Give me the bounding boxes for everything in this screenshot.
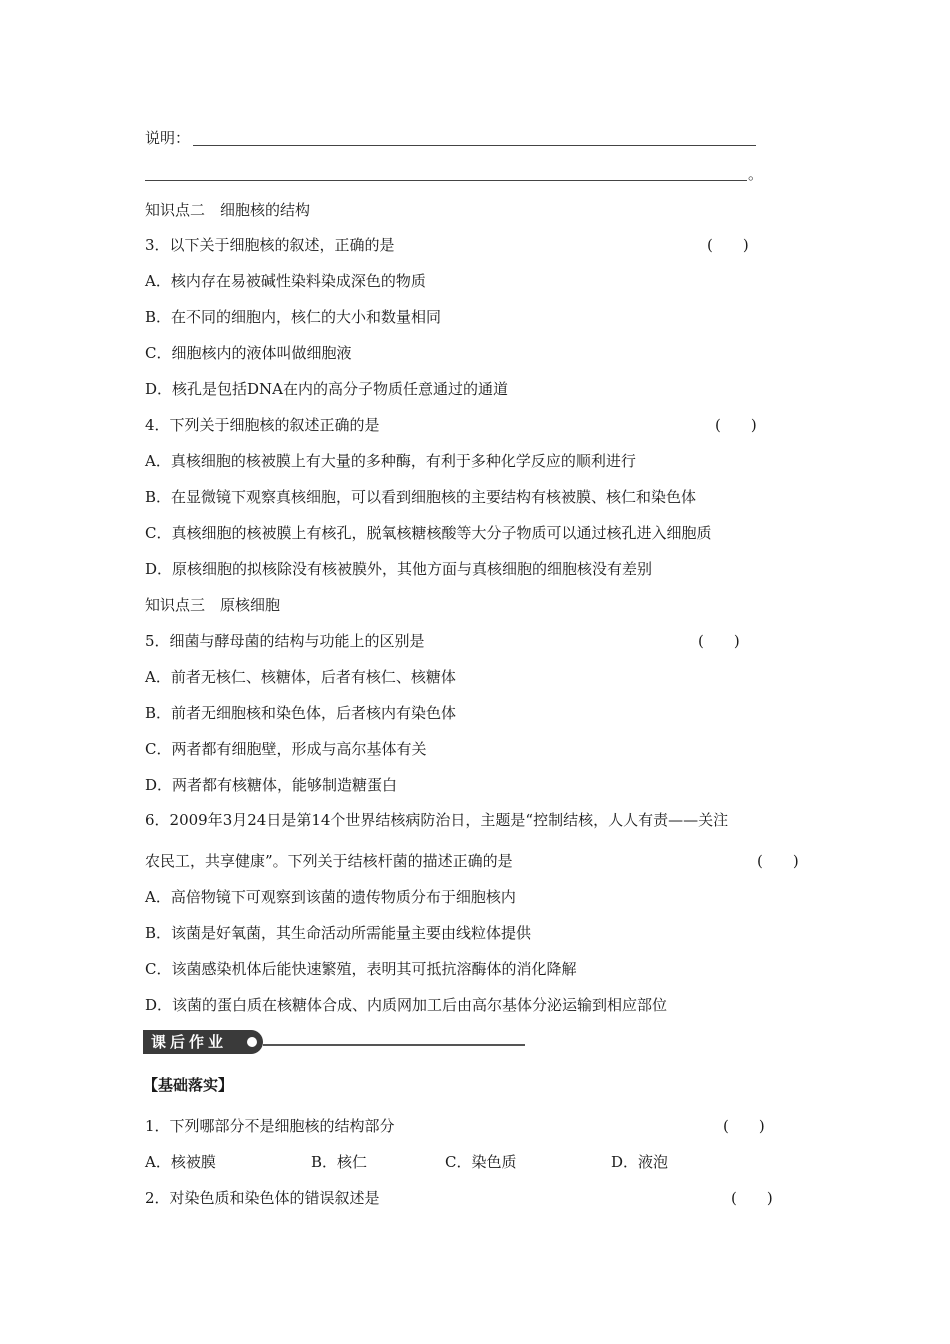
- banner-divider: [263, 1044, 525, 1046]
- hw1-answer-paren[interactable]: ( ): [723, 1117, 765, 1135]
- q3-option-d: D．核孔是包括DNA在内的高分子物质任意通过的通道: [145, 380, 509, 398]
- q3-stem: 3．以下关于细胞核的叙述，正确的是: [145, 236, 395, 254]
- q4-option-b: B．在显微镜下观察真核细胞，可以看到细胞核的主要结构有核被膜、核仁和染色体: [145, 488, 697, 506]
- q6-option-b: B．该菌是好氧菌，其生命活动所需能量主要由线粒体提供: [145, 924, 532, 942]
- banner-dot-icon: [247, 1037, 257, 1047]
- q3-option-b: B．在不同的细胞内，核仁的大小和数量相同: [145, 308, 442, 326]
- q3-option-c: C．细胞核内的液体叫做细胞液: [145, 344, 352, 362]
- q6-stem-line-2: 农民工，共享健康”。下列关于结核杆菌的描述正确的是: [145, 852, 513, 870]
- section-title-prokaryotic-cell: 知识点三 原核细胞: [145, 596, 281, 614]
- hw1-option-c: C．染色质: [445, 1153, 517, 1171]
- hw1-option-d: D．液泡: [611, 1153, 669, 1171]
- q5-option-a: A．前者无核仁、核糖体，后者有核仁、核糖体: [145, 668, 456, 686]
- answer-blank-line-2[interactable]: [145, 180, 747, 181]
- q6-option-c: C．该菌感染机体后能快速繁殖，表明其可抵抗溶酶体的消化降解: [145, 960, 577, 978]
- q6-option-a: A．高倍物镜下可观察到该菌的遗传物质分布于细胞核内: [145, 888, 516, 906]
- section-title-nucleus-structure: 知识点二 细胞核的结构: [145, 201, 311, 219]
- q4-option-a: A．真核细胞的核被膜上有大量的多种酶，有利于多种化学反应的顺利进行: [145, 452, 636, 470]
- q3-option-a: A．核内存在易被碱性染料染成深色的物质: [145, 272, 426, 290]
- hw1-option-b: B．核仁: [311, 1153, 368, 1171]
- hw2-stem: 2．对染色质和染色体的错误叙述是: [145, 1189, 380, 1207]
- hw2-answer-paren[interactable]: ( ): [731, 1189, 773, 1207]
- q4-answer-paren[interactable]: ( ): [715, 416, 757, 434]
- q5-stem: 5．细菌与酵母菌的结构与功能上的区别是: [145, 632, 425, 650]
- period-mark: 。: [748, 165, 764, 183]
- q6-answer-paren[interactable]: ( ): [757, 852, 799, 870]
- q4-option-d: D．原核细胞的拟核除没有核被膜外，其他方面与真核细胞的细胞核没有差别: [145, 560, 653, 578]
- q3-answer-paren[interactable]: ( ): [707, 236, 749, 254]
- hw1-option-a: A．核被膜: [145, 1153, 216, 1171]
- q5-option-d: D．两者都有核糖体，能够制造糖蛋白: [145, 776, 398, 794]
- q5-option-b: B．前者无细胞核和染色体，后者核内有染色体: [145, 704, 457, 722]
- q4-stem: 4．下列关于细胞核的叙述正确的是: [145, 416, 380, 434]
- explanation-label: 说明：: [145, 129, 191, 147]
- q6-stem-line-1: 6．2009年3月24日是第14个世界结核病防治日，主题是“控制结核，人人有责——关注: [145, 811, 729, 829]
- answer-blank-line-1[interactable]: [193, 145, 756, 146]
- q5-option-c: C．两者都有细胞壁，形成与高尔基体有关: [145, 740, 427, 758]
- homework-banner: [143, 1030, 263, 1054]
- q6-option-d: D．该菌的蛋白质在核糖体合成、内质网加工后由高尔基体分泌运输到相应部位: [145, 996, 668, 1014]
- q5-answer-paren[interactable]: ( ): [698, 632, 740, 650]
- foundation-section-title: 【基础落实】: [143, 1076, 234, 1094]
- homework-banner-title: 课后作业: [151, 1033, 228, 1051]
- q4-option-c: C．真核细胞的核被膜上有核孔，脱氧核糖核酸等大分子物质可以通过核孔进入细胞质: [145, 524, 712, 542]
- hw1-stem: 1．下列哪部分不是细胞核的结构部分: [145, 1117, 395, 1135]
